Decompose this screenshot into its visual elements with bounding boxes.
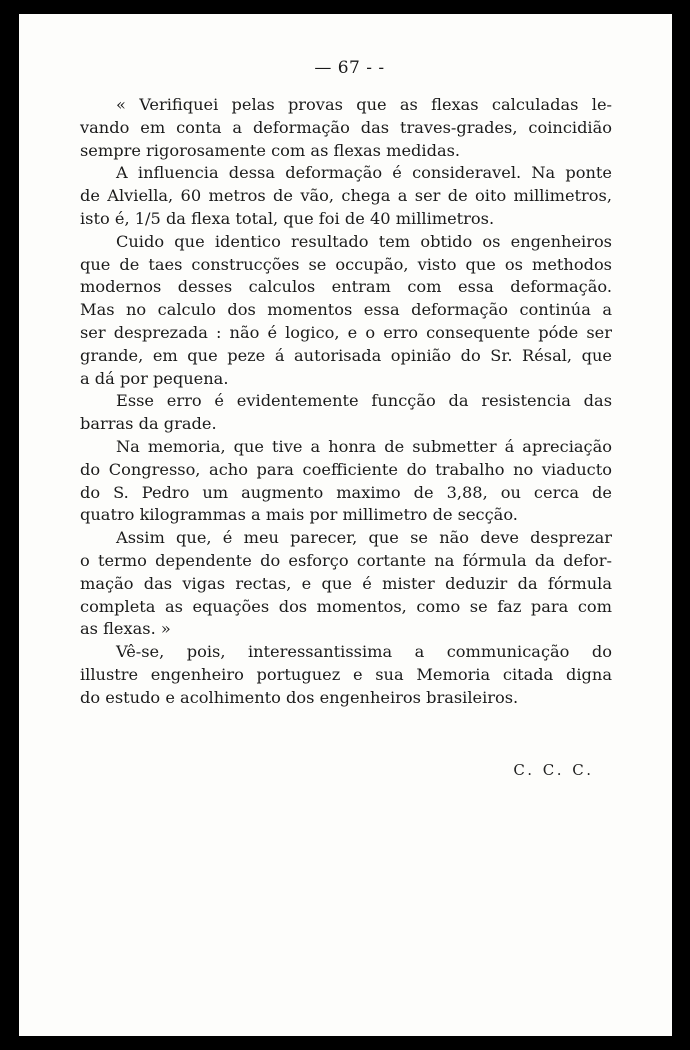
text-line: grande, em que peze á autorisada opinião do Sr. Résal, que <box>80 345 612 365</box>
text-line: as flexas. » <box>80 619 171 639</box>
text-line: Esse erro é evidentemente funcção da resistencia das <box>116 391 612 411</box>
text-line: a dá por pequena. <box>80 368 229 388</box>
body-text <box>80 94 612 710</box>
text-line: sempre rigorosamente com as flexas medidas. <box>80 140 461 160</box>
text-line: Cuido que identico resultado tem obtido os engenheiros <box>116 231 612 251</box>
text-line: barras da grade. <box>80 414 217 434</box>
text-line: do estudo e acolhimento dos engenheiros brasileiros. <box>80 687 519 707</box>
text-line: isto é, 1/5 da flexa total, que foi de 40 millimetros. <box>80 208 495 228</box>
text-line: Na memoria, que tive a honra de submetter á apreciação <box>116 436 612 456</box>
book-page <box>19 14 672 1036</box>
text-line: o termo dependente do esforço cortante na fórmula da defor- <box>80 550 612 570</box>
text-line: ser desprezada : não é logico, e o erro consequente póde ser <box>80 322 612 342</box>
author-initials: C. C. C. <box>513 761 594 779</box>
text-line: « Verifiquei pelas provas que as flexas calculadas le- <box>116 95 612 114</box>
text-line: que de taes construcções se occupão, visto que os methodos <box>80 254 612 274</box>
paragraph-3 <box>80 231 612 391</box>
page-number: — 67 - - <box>314 58 385 78</box>
text-line: do Congresso, acho para coefficiente do trabalho no viaducto <box>80 459 612 479</box>
paragraph-1 <box>80 94 612 162</box>
paragraph-2 <box>80 162 612 230</box>
text-line: Assim que, é meu parecer, que se não deve desprezar <box>116 528 612 548</box>
text-line: mação das vigas rectas, e que é mister deduzir da fórmula <box>80 573 612 593</box>
paragraph-4 <box>80 390 612 436</box>
paragraph-7 <box>80 641 612 709</box>
text-line: do S. Pedro um augmento maximo de 3,88, ou cerca de <box>80 482 612 502</box>
paragraph-5 <box>80 436 612 527</box>
text-line: modernos desses calculos entram com essa deformação. <box>80 277 612 297</box>
text-line: vando em conta a deformação das traves-grades, coincidião <box>80 117 612 137</box>
text-line: illustre engenheiro portuguez e sua Memoria citada digna <box>80 664 612 684</box>
text-line: Mas no calculo dos momentos essa deformação continúa a <box>80 300 612 320</box>
paragraph-6 <box>80 527 612 641</box>
text-line: A influencia dessa deformação é consideravel. Na ponte <box>116 163 612 183</box>
text-line: Vê-se, pois, interessantissima a communicação do <box>116 642 612 662</box>
text-line: quatro kilogrammas a mais por millimetro de secção. <box>80 505 518 525</box>
text-line: de Alviella, 60 metros de vão, chega a ser de oito millimetros, <box>80 186 612 206</box>
text-line: completa as equações dos momentos, como se faz para com <box>80 596 612 616</box>
